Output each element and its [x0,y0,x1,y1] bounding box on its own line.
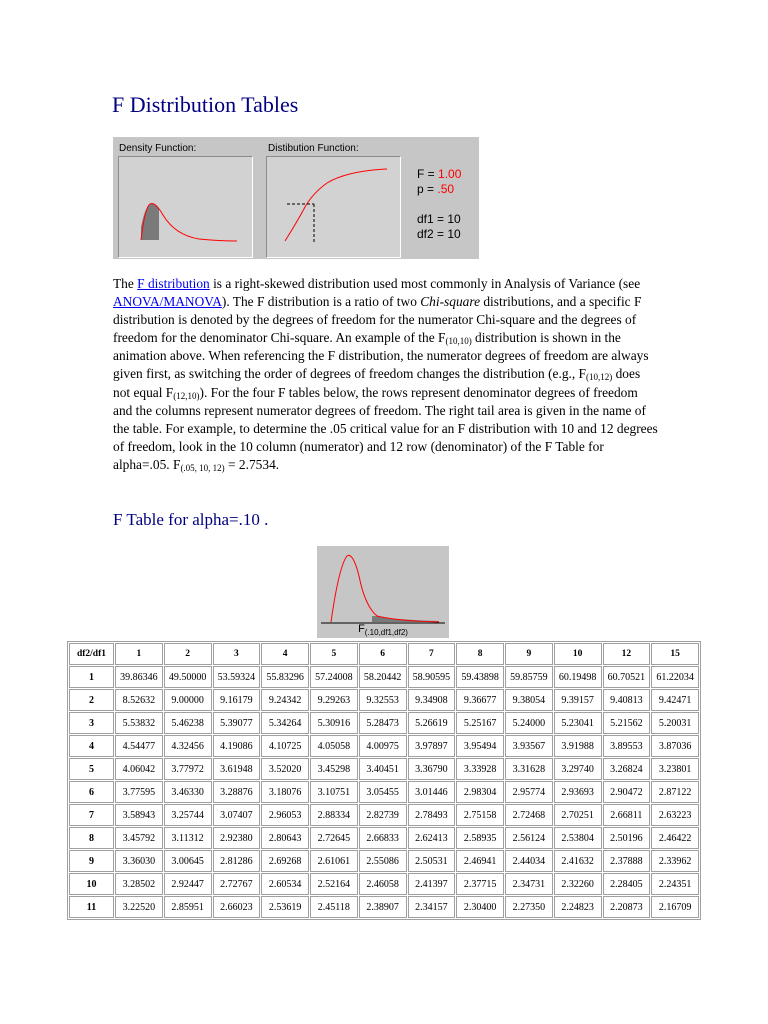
table-cell: 2.85951 [164,896,212,918]
table-cell: 61.22034 [651,666,699,688]
table-cell: 2.46058 [359,873,407,895]
table-cell: 5.53832 [115,712,163,734]
table-row [69,804,699,826]
row-header: 8 [69,827,114,849]
table-cell: 2.24351 [651,873,699,895]
table-cell: 2.55086 [359,850,407,872]
table-cell: 3.45298 [310,758,358,780]
p-value: .50 [437,182,455,196]
column-header: 7 [408,643,456,665]
table-cell: 4.00975 [359,735,407,757]
table-cell: 2.93693 [554,781,602,803]
table-row [69,873,699,895]
table-cell: 2.44034 [505,850,553,872]
table-cell: 3.77972 [164,758,212,780]
table-cell: 3.36790 [408,758,456,780]
table-cell: 2.95774 [505,781,553,803]
f-distribution-link[interactable]: F distribution [137,276,210,291]
row-header: 5 [69,758,114,780]
table-cell: 3.93567 [505,735,553,757]
table-cell: 2.63223 [651,804,699,826]
table-cell: 2.20873 [603,896,651,918]
table-cell: 4.32456 [164,735,212,757]
table-cell: 3.28502 [115,873,163,895]
table-cell: 9.32553 [359,689,407,711]
table-cell: 2.24823 [554,896,602,918]
table-cell: 2.37715 [456,873,504,895]
table-cell: 4.06042 [115,758,163,780]
table-cell: 2.70251 [554,804,602,826]
table-cell: 3.11312 [164,827,212,849]
table-cell: 2.50531 [408,850,456,872]
table-cell: 3.33928 [456,758,504,780]
table-cell: 3.97897 [408,735,456,757]
corner-header: df2/df1 [69,643,114,665]
f-label: F = [417,167,435,181]
table-cell: 2.87122 [651,781,699,803]
table-cell: 2.37888 [603,850,651,872]
table-cell: 3.46330 [164,781,212,803]
table-cell: 3.89553 [603,735,651,757]
row-header: 11 [69,896,114,918]
density-function-plot [118,156,253,258]
table-cell: 5.46238 [164,712,212,734]
section-title: F Table for alpha=.10 . [113,510,269,529]
table-cell: 3.58943 [115,804,163,826]
table-cell: 2.92380 [213,827,261,849]
distribution-function-label: Distibution Function: [268,143,359,154]
table-cell: 5.28473 [359,712,407,734]
table-cell: 2.28405 [603,873,651,895]
figure-label: $F_{(.10,df1,df2)}$ [358,623,408,638]
table-cell: 2.46941 [456,850,504,872]
f-distribution-applet [113,137,479,259]
table-cell: 3.22520 [115,896,163,918]
table-row [69,827,699,849]
p-label: p = [417,182,435,196]
table-cell: 2.82739 [359,804,407,826]
table-cell: 5.20031 [651,712,699,734]
table-cell: 58.90595 [408,666,456,688]
table-cell: 9.38054 [505,689,553,711]
table-cell: 2.61061 [310,850,358,872]
table-cell: 49.50000 [164,666,212,688]
column-header: 9 [505,643,553,665]
table-cell: 2.78493 [408,804,456,826]
table-cell: 2.81286 [213,850,261,872]
table-cell: 2.58935 [456,827,504,849]
table-cell: 2.45118 [310,896,358,918]
table-cell: 3.00645 [164,850,212,872]
table-cell: 9.34908 [408,689,456,711]
table-cell: 5.25167 [456,712,504,734]
table-cell: 2.53619 [261,896,309,918]
row-header: 6 [69,781,114,803]
table-cell: 3.36030 [115,850,163,872]
table-cell: 4.05058 [310,735,358,757]
table-cell: 2.69268 [261,850,309,872]
table-cell: 2.41397 [408,873,456,895]
column-header: 1 [115,643,163,665]
table-cell: 39.86346 [115,666,163,688]
row-header: 7 [69,804,114,826]
table-row [69,712,699,734]
table-cell: 2.72767 [213,873,261,895]
table-cell: 9.36677 [456,689,504,711]
intro-paragraph: The F distribution is a right-skewed distribution used most commonly in Analysis of Variance (see ANOVA/MANOVA). The F distribution is a ratio of two Chi-square distributions, and a specific F distribution is denoted by the degrees of freedom for the numerator Chi-square and the degrees of freedom for the denominator Chi-square. An example of the $F_{(10,10)}$ distribution is shown in the animation above. When referencing the F distribution, the numerator degrees of freedom are always given first, as switching the order of degrees of freedom changes the distribution (e.g., $F_{(10,12)}$ does not equal $F_{(12,10)}$). For the four F tables below, the rows represent denominator degrees of freedom and the columns represent numerator degrees of freedom. The right tail area is given in the name of the table. For example, to determine the .05 critical value for an F distribution with 10 and 12 degrees of freedom, look in the 10 column (numerator) and 12 row (denominator) of the F Table for alpha=.05. $F_{(.05, 10, 12)} = 2.7534$. [113,276,658,473]
table-cell: 59.85759 [505,666,553,688]
table-cell: 3.40451 [359,758,407,780]
column-header: 2 [164,643,212,665]
table-cell: 3.26824 [603,758,651,780]
column-header: 5 [310,643,358,665]
table-cell: 5.26619 [408,712,456,734]
table-cell: 3.01446 [408,781,456,803]
table-cell: 3.31628 [505,758,553,780]
table-cell: 5.30916 [310,712,358,734]
table-cell: 53.59324 [213,666,261,688]
table-cell: 2.92447 [164,873,212,895]
row-header: 3 [69,712,114,734]
page-title: F Distribution Tables [112,92,299,117]
table-cell: 9.39157 [554,689,602,711]
table-cell: 2.46422 [651,827,699,849]
table-cell: 8.52632 [115,689,163,711]
table-cell: 5.24000 [505,712,553,734]
table-cell: 4.10725 [261,735,309,757]
table-cell: 59.43898 [456,666,504,688]
table-cell: 2.16709 [651,896,699,918]
table-row [69,666,699,688]
table-row [69,781,699,803]
table-row [69,850,699,872]
table-cell: 3.52020 [261,758,309,780]
table-row [69,735,699,757]
table-cell: 9.42471 [651,689,699,711]
table-cell: 2.52164 [310,873,358,895]
table-cell: 2.34157 [408,896,456,918]
table-cell: 3.18076 [261,781,309,803]
table-cell: 2.62413 [408,827,456,849]
f-value: 1.00 [438,167,462,181]
df2-readout: df2 = 10 [417,227,461,241]
table-cell: 2.33962 [651,850,699,872]
table-cell: 3.10751 [310,781,358,803]
table-cell: 58.20442 [359,666,407,688]
table-cell: 3.45792 [115,827,163,849]
table-cell: 9.40813 [603,689,651,711]
table-header-row [69,643,699,665]
table-row [69,689,699,711]
table-cell: 3.07407 [213,804,261,826]
column-header: 3 [213,643,261,665]
table-cell: 3.87036 [651,735,699,757]
column-header: 10 [554,643,602,665]
table-cell: 3.91988 [554,735,602,757]
table-cell: 2.66833 [359,827,407,849]
distribution-function-plot [266,156,401,258]
table-cell: 3.61948 [213,758,261,780]
table-cell: 2.72645 [310,827,358,849]
table-cell: 2.98304 [456,781,504,803]
table-cell: 5.39077 [213,712,261,734]
table-cell: 2.60534 [261,873,309,895]
column-header: 4 [261,643,309,665]
column-header: 15 [651,643,699,665]
table-cell: 3.77595 [115,781,163,803]
table-cell: 3.28876 [213,781,261,803]
row-header: 9 [69,850,114,872]
column-header: 6 [359,643,407,665]
table-cell: 2.50196 [603,827,651,849]
table-cell: 2.66811 [603,804,651,826]
df1-readout: df1 = 10 [417,212,461,226]
table-cell: 2.30400 [456,896,504,918]
table-cell: 2.72468 [505,804,553,826]
table-cell: 3.25744 [164,804,212,826]
row-header: 2 [69,689,114,711]
applet-readout [417,167,461,242]
f-table-alpha-10 [67,641,701,920]
row-header: 4 [69,735,114,757]
table-cell: 2.53804 [554,827,602,849]
table-cell: 5.23041 [554,712,602,734]
table-row [69,896,699,918]
table-cell: 9.16179 [213,689,261,711]
table-cell: 2.90472 [603,781,651,803]
table-cell: 55.83296 [261,666,309,688]
anova-manova-link[interactable]: ANOVA/MANOVA [113,294,222,310]
table-cell: 3.05455 [359,781,407,803]
row-header: 10 [69,873,114,895]
table-cell: 2.66023 [213,896,261,918]
table-cell: 2.96053 [261,804,309,826]
table-cell: 9.24342 [261,689,309,711]
table-cell: 60.19498 [554,666,602,688]
table-cell: 57.24008 [310,666,358,688]
column-header: 12 [603,643,651,665]
table-cell: 2.27350 [505,896,553,918]
table-cell: 4.19086 [213,735,261,757]
table-cell: 2.75158 [456,804,504,826]
table-cell: 3.23801 [651,758,699,780]
table-cell: 4.54477 [115,735,163,757]
column-header: 8 [456,643,504,665]
table-cell: 60.70521 [603,666,651,688]
table-cell: 9.29263 [310,689,358,711]
table-cell: 2.88334 [310,804,358,826]
table-row [69,758,699,780]
density-function-label: Density Function: [119,143,197,154]
table-cell: 2.38907 [359,896,407,918]
table-cell: 2.34731 [505,873,553,895]
table-cell: 2.80643 [261,827,309,849]
table-cell: 2.32260 [554,873,602,895]
table-cell: 2.41632 [554,850,602,872]
table-cell: 3.95494 [456,735,504,757]
table-cell: 5.34264 [261,712,309,734]
table-cell: 9.00000 [164,689,212,711]
table-cell: 5.21562 [603,712,651,734]
table-cell: 2.56124 [505,827,553,849]
row-header: 1 [69,666,114,688]
f-density-figure [317,546,449,638]
table-cell: 3.29740 [554,758,602,780]
